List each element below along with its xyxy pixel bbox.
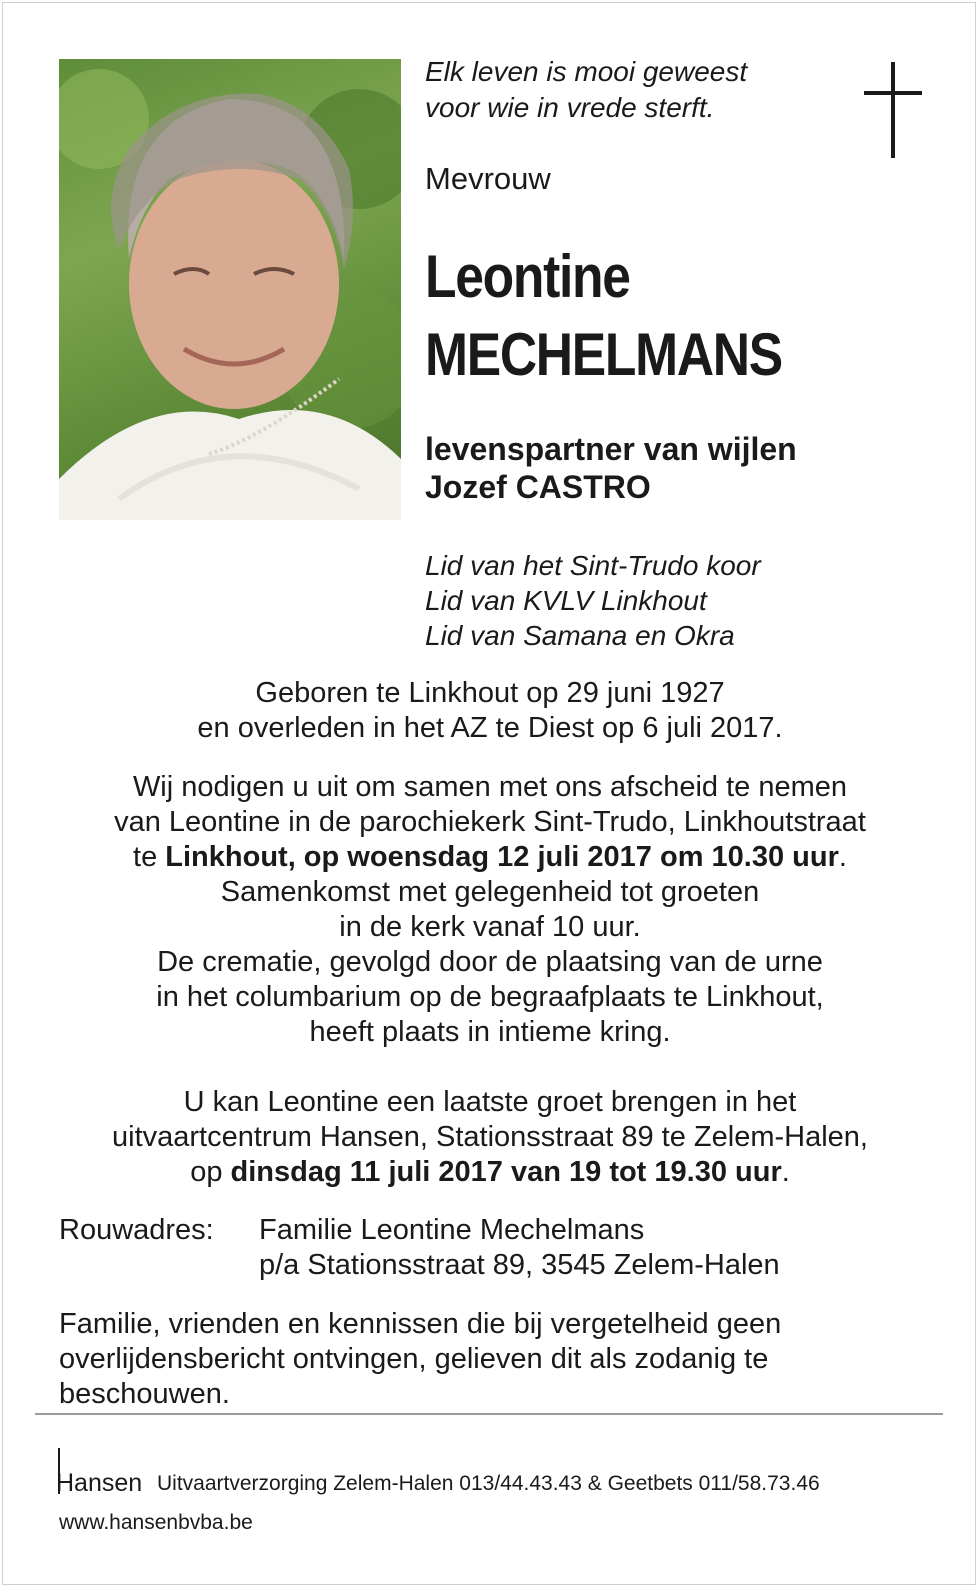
last-name: MECHELMANS [425,321,782,388]
notice-note [59,1307,859,1412]
partner-info [425,430,797,506]
invite-line: in het columbarium op de begraafplaats te Linkhout, [156,981,824,1013]
address-label: Rouwadres: [59,1214,214,1246]
membership-item: Lid van KVLV Linkhout [425,585,707,616]
birth-line: Geboren te Linkhout op 29 juni 1927 [255,677,725,709]
invite-line: te Linkhout, op woensdag 12 juli 2017 om 10.30 uur. [133,841,847,873]
honorific: Mevrouw [425,161,551,196]
note-line: overlijdensbericht ontvingen, gelieven dit als zodanig te [59,1343,769,1375]
visit-line: uitvaartcentrum Hansen, Stationsstraat 89 te Zelem-Halen, [112,1121,868,1153]
note-line: beschouwen. [59,1378,230,1410]
hansen-logo [56,1448,166,1498]
divider [35,1413,943,1415]
funeral-invitation [0,770,980,1050]
verse [425,54,747,126]
memberships [425,548,761,653]
first-name: Leontine [425,243,630,310]
partner-name: Jozef CASTRO [425,469,651,505]
address-line: p/a Stationsstraat 89, 3545 Zelem-Halen [259,1249,780,1281]
invite-line: Wij nodigen u uit om samen met ons afscheid te nemen [132,771,848,803]
visit-line: op dinsdag 11 juli 2017 van 19 tot 19.30 uur. [190,1156,790,1188]
partner-line: levenspartner van wijlen [425,431,797,467]
membership-item: Lid van het Sint-Trudo koor [425,550,761,581]
address-line: Familie Leontine Mechelmans [259,1214,645,1246]
invite-line: De crematie, gevolgd door de plaatsing van de urne [157,946,823,978]
verse-line: voor wie in vrede sterft. [425,92,715,123]
invite-line: heeft plaats in intieme kring. [309,1016,671,1048]
invite-line: Samenkomst met gelegenheid tot groeten [220,876,760,908]
visitation-info [0,1085,980,1190]
birth-death-info [0,676,980,746]
portrait-photo [59,59,401,520]
deceased-name [425,238,782,394]
logo-text: Hansen [56,1469,143,1497]
death-line: en overleden in het AZ te Diest op 6 juli 2017. [197,712,783,744]
invite-line: van Leontine in de parochiekerk Sint-Trudo, Linkhoutstraat [114,806,866,838]
verse-line: Elk leven is mooi geweest [425,56,748,87]
address-value [259,1213,780,1283]
website-link[interactable]: www.hansenbvba.be [59,1511,253,1534]
visit-datetime: dinsdag 11 juli 2017 van 19 tot 19.30 uur [230,1156,782,1188]
membership-item: Lid van Samana en Okra [425,620,735,651]
invite-line: in de kerk vanaf 10 uur. [339,911,641,943]
visit-line: U kan Leontine een laatste groet brengen in het [183,1086,797,1118]
funeral-datetime: Linkhout, op woensdag 12 juli 2017 om 10.30 uur [165,841,839,873]
note-line: Familie, vrienden en kennissen die bij vergetelheid geen [59,1308,782,1340]
contact-info: Uitvaartverzorging Zelem-Halen 013/44.43.43 & Geetbets 011/58.73.46 [157,1472,820,1495]
cross-icon [864,62,922,158]
